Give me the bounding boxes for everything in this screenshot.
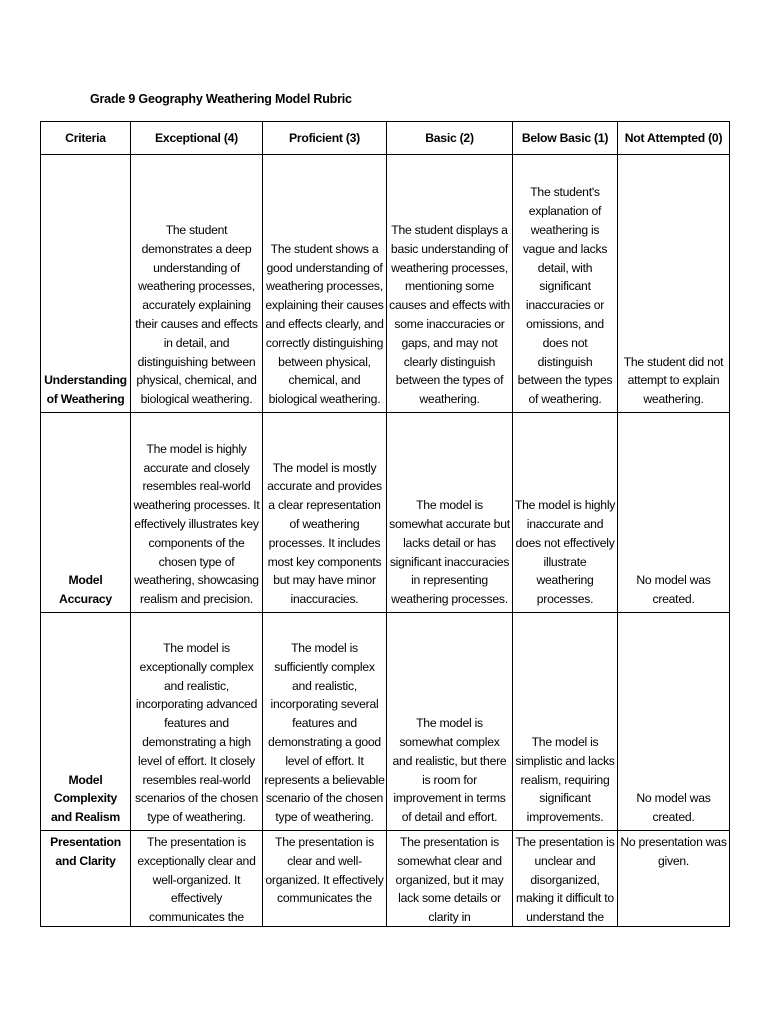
header-row (41, 122, 730, 155)
rubric-cell: The presentation is unclear and disorganized, making it difficult to understand the (513, 831, 618, 927)
header-proficient: Proficient (3) (263, 122, 387, 155)
criteria-cell: Model Complexity and Realism (41, 613, 131, 831)
table-row (41, 413, 730, 613)
rubric-cell: The model is somewhat accurate but lacks detail or has significant inaccuracies in representing weathering processes. (387, 413, 513, 613)
criteria-cell: Understanding of Weathering (41, 155, 131, 413)
header-basic: Basic (2) (387, 122, 513, 155)
table-row (41, 613, 730, 831)
rubric-cell: The student's explanation of weathering is vague and lacks detail, with significant inaccuracies or omissions, and does not distinguish between the types of weathering. (513, 155, 618, 413)
document-title: Grade 9 Geography Weathering Model Rubric (90, 92, 352, 106)
rubric-cell: The model is exceptionally complex and realistic, incorporating advanced features and demonstrating a high level of effort. It closely resembles real-world scenarios of the chosen type of weathering. (131, 613, 263, 831)
header-exceptional: Exceptional (4) (131, 122, 263, 155)
rubric-cell: The model is simplistic and lacks realism, requiring significant improvements. (513, 613, 618, 831)
rubric-cell: The student demonstrates a deep understanding of weathering processes, accurately explaining their causes and effects in detail, and distinguishing between physical, chemical, and biological weathering. (131, 155, 263, 413)
rubric-cell: No model was created. (618, 413, 730, 613)
rubric-cell: The model is highly accurate and closely resembles real-world weathering processes. It effectively illustrates key components of the chosen type of weathering, showcasing realism and precision. (131, 413, 263, 613)
rubric-cell: No model was created. (618, 613, 730, 831)
criteria-cell: Presentation and Clarity (41, 831, 131, 927)
rubric-cell: The presentation is exceptionally clear and well-organized. It effectively communicates the (131, 831, 263, 927)
rubric-cell: The presentation is somewhat clear and organized, but it may lack some details or clarity in (387, 831, 513, 927)
table-row (41, 155, 730, 413)
rubric-cell: The presentation is clear and well-organized. It effectively communicates the (263, 831, 387, 927)
header-criteria: Criteria (41, 122, 131, 155)
rubric-cell: The student displays a basic understanding of weathering processes, mentioning some causes and effects with some inaccuracies or gaps, and may not clearly distinguish between the types of weathering. (387, 155, 513, 413)
header-below-basic: Below Basic (1) (513, 122, 618, 155)
header-not-attempted: Not Attempted (0) (618, 122, 730, 155)
rubric-cell: The student shows a good understanding of weathering processes, explaining their causes and effects clearly, and correctly distinguishing between physical, chemical, and biological weathering. (263, 155, 387, 413)
rubric-cell: No presentation was given. (618, 831, 730, 927)
rubric-cell: The model is somewhat complex and realistic, but there is room for improvement in terms of detail and effort. (387, 613, 513, 831)
rubric-cell: The student did not attempt to explain weathering. (618, 155, 730, 413)
table-row (41, 831, 730, 927)
rubric-table (40, 121, 730, 927)
criteria-cell: Model Accuracy (41, 413, 131, 613)
rubric-cell: The model is highly inaccurate and does not effectively illustrate weathering processes. (513, 413, 618, 613)
rubric-cell: The model is mostly accurate and provides a clear representation of weathering processes. It includes most key components but may have minor inaccuracies. (263, 413, 387, 613)
rubric-cell: The model is sufficiently complex and realistic, incorporating several features and demonstrating a good level of effort. It represents a believable scenario of the chosen type of weathering. (263, 613, 387, 831)
